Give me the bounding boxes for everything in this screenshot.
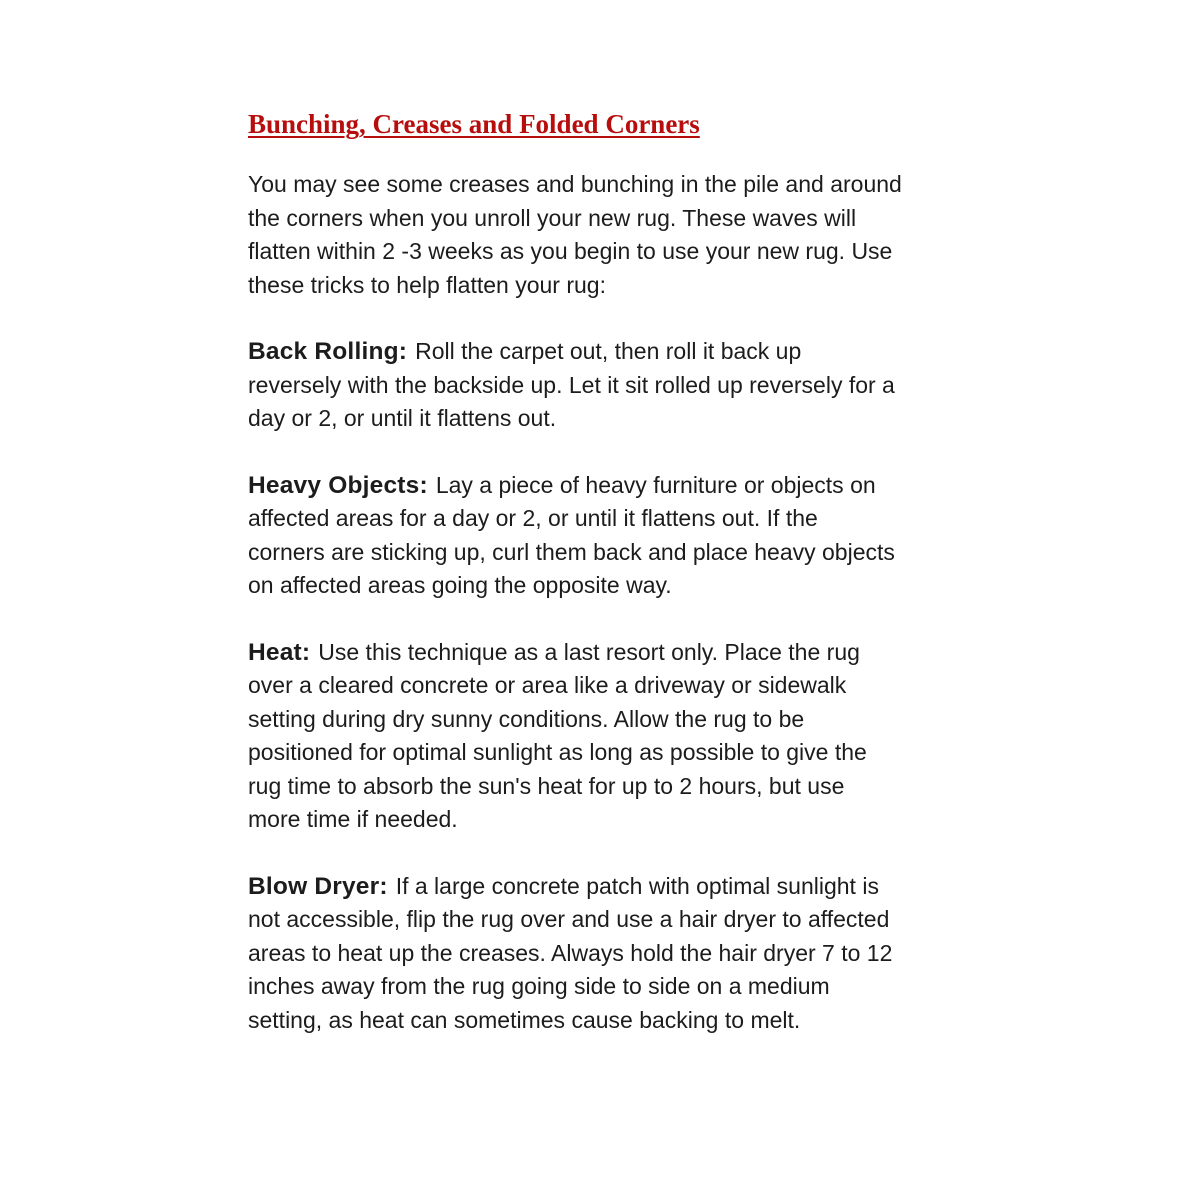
text-line: more time if needed.	[248, 806, 458, 832]
heat-paragraph	[248, 636, 1008, 837]
text-line: reversely with the backside up. Let it sit rolled up reversely for a	[248, 371, 895, 398]
intro-paragraph	[248, 168, 1008, 302]
text-line: inches away from the rug going side to side on a medium	[248, 973, 830, 999]
text-line: rug time to absorb the sun's heat for up to 2 hours, but use	[248, 772, 845, 799]
text-line	[248, 636, 1008, 670]
blow-dryer-label: Blow Dryer:	[248, 872, 388, 900]
text-line: on affected areas going the opposite way.	[248, 572, 672, 598]
text-run: Lay a piece of heavy furniture or objects on	[435, 471, 876, 498]
blow-dryer-paragraph	[248, 870, 1008, 1038]
back-rolling-paragraph	[248, 335, 1008, 436]
text-line	[248, 335, 1008, 369]
text-run: Roll the carpet out, then roll it back up	[415, 338, 802, 364]
text-line: the corners when you unroll your new rug. These waves will	[248, 204, 857, 231]
text-line: not accessible, flip the rug over and use a hair dryer to affected	[248, 906, 890, 932]
text-line: areas to heat up the creases. Always hold the hair dryer 7 to 12	[248, 939, 893, 966]
text-line	[248, 469, 1008, 503]
text-line: flatten within 2 -3 weeks as you begin to use your new rug. Use	[248, 238, 893, 264]
text-line: these tricks to help flatten your rug:	[248, 271, 606, 298]
text-line	[248, 870, 1008, 904]
text-line: setting, as heat can sometimes cause backing to melt.	[248, 1006, 801, 1033]
heat-label: Heat:	[248, 638, 311, 666]
document-heading: Bunching, Creases and Folded Corners	[248, 109, 700, 139]
text-line: affected areas for a day or 2, or until it flattens out. If the	[248, 505, 818, 531]
text-run: Use this technique as a last resort only. Place the rug	[318, 638, 860, 665]
text-run: If a large concrete patch with optimal sunlight is	[395, 872, 879, 899]
text-line: setting during dry sunny conditions. Allow the rug to be	[248, 705, 805, 732]
text-line: day or 2, or until it flattens out.	[248, 405, 557, 431]
text-line: positioned for optimal sunlight as long as possible to give the	[248, 739, 867, 765]
document-page	[248, 106, 1008, 1070]
back-rolling-label: Back Rolling:	[248, 338, 408, 365]
text-line: over a cleared concrete or area like a driveway or sidewalk	[248, 672, 847, 698]
heavy-objects-label: Heavy Objects:	[248, 471, 428, 499]
text-line: corners are sticking up, curl them back and place heavy objects	[248, 538, 895, 565]
text-line: You may see some creases and bunching in the pile and around	[248, 171, 902, 197]
heavy-objects-paragraph	[248, 469, 1008, 603]
